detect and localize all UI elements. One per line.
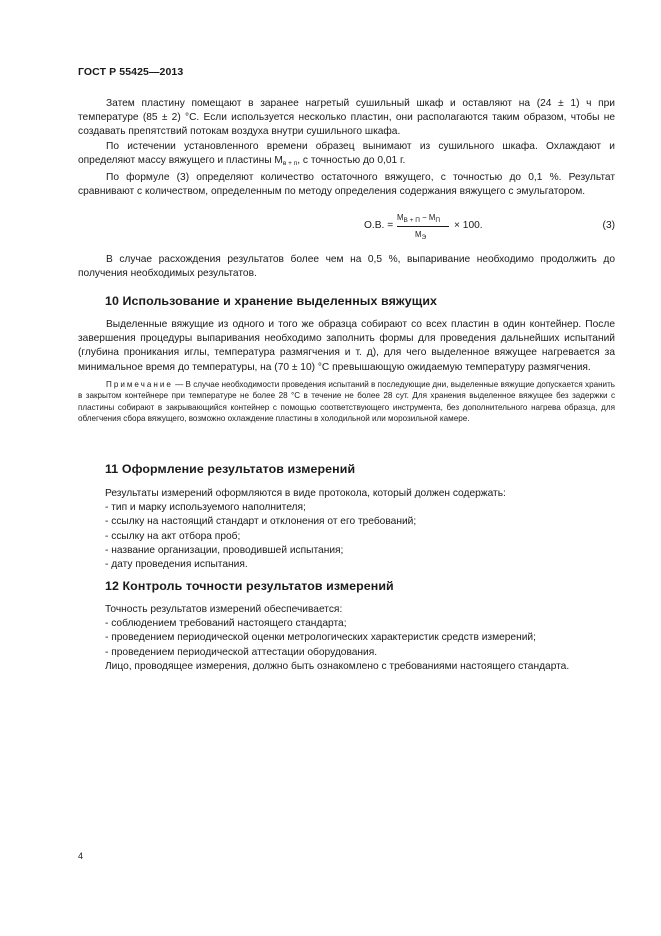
formula-multiplier: × 100. xyxy=(454,220,483,231)
paragraph-formula-ref: По формуле (3) определяют количество остаточного вяжущего, с точностью до 0,1 %. Результат сравнивают с количеством, определенным по методу определения содержания вяжущего с эмульгатором. xyxy=(78,172,615,198)
intro-paragraphs xyxy=(78,97,615,199)
paragraph-storage: Выделенные вяжущие из одного и того же образца собирают со всех пластин в один контейнер. После завершения процедуры выпаривания необходимо заполнить формы для проведения дальнейших испытаний (глубина проникания иглы, температура размягчения и т. д), для чего выделенное вяжущее нагревается за минимальное время до температуры, на (70 ± 10) °С превышающую ожидаемую температуру размягчения. xyxy=(78,319,615,373)
list-item: - соблюдением требований настоящего стандарта; xyxy=(105,618,347,630)
page-number: 4 xyxy=(78,851,84,861)
section-12-heading: 12 Контроль точности результатов измерений xyxy=(105,579,394,593)
mass-subscript: в + п xyxy=(282,159,298,167)
denominator-symbol: М xyxy=(415,230,422,239)
paragraph-discrepancy: В случае расхождения результатов более чем на 0,5 %, выпаривание необходимо продолжить до получения необходимых результатов. xyxy=(78,254,615,280)
list-item: - проведением периодической оценки метрологических характеристик средств измерений; xyxy=(105,632,536,644)
numerator-minus: − М xyxy=(422,213,436,222)
section-12-outro: Лицо, проводящее измерения, должно быть ознакомлено с требованиями настоящего стандарта. xyxy=(105,660,570,672)
section-12-body xyxy=(105,603,615,674)
formula-lhs: О.В. = xyxy=(364,220,394,231)
section-11-body xyxy=(105,487,615,572)
list-item: - название организации, проводившей испытания; xyxy=(105,544,344,556)
note-storage xyxy=(78,379,615,425)
list-item: - дату проведения испытания. xyxy=(105,559,248,571)
fraction-bar xyxy=(397,226,449,227)
list-item: - ссылку на настоящий стандарт и отклонения от его требований; xyxy=(105,516,417,528)
paragraph-weighing xyxy=(78,140,615,171)
document-header: ГОСТ Р 55425—2013 xyxy=(78,66,184,78)
note-text: — В случае необходимости проведения испытаний в последующие дни, выделенные вяжущие допускается хранить в закрытом контейнере при температуре не более 28 °С в течение не более 28 сут. Для хранения выделенное вяжущее без задержки с пластины собирают в закрывающийся контейнер с помощью соответствующего инструмента, без дополнительного нагрева образца, для облегчения сбора вяжущего, возможно охлаждение пластины в холодильной или морозильной камере. xyxy=(78,379,615,424)
formula-numerator xyxy=(397,213,440,224)
section-10-body xyxy=(78,318,615,424)
numerator-subscript-a: В + П xyxy=(403,217,420,224)
discrepancy-block xyxy=(78,253,615,281)
list-item: - ссылку на акт отбора проб; xyxy=(105,530,241,542)
section-12-intro: Точность результатов измерений обеспечивается: xyxy=(105,604,343,615)
paragraph-drying: Затем пластину помещают в заранее нагретый сушильный шкаф и оставляют на (24 ± 1) ч при температуре (85 ± 2) °С. Если используется несколько пластин, они располагаются таким образом, чтобы не создавать препятствий потокам воздуха внутри сушильного шкафа. xyxy=(78,98,615,138)
note-label: Примечание xyxy=(106,379,173,389)
section-11-heading: 11 Оформление результатов измерений xyxy=(105,462,356,476)
list-item: - тип и марку используемого наполнителя; xyxy=(105,502,306,514)
list-item: - проведением периодической аттестации оборудования. xyxy=(105,646,378,658)
section-11-intro: Результаты измерений оформляются в виде протокола, который должен содержать: xyxy=(105,488,506,499)
formula-3 xyxy=(78,210,615,244)
formula-number: (3) xyxy=(602,220,615,231)
formula-denominator xyxy=(415,230,426,241)
paragraph-weighing-text: По истечении установленного времени образец вынимают из сушильного шкафа. Охлаждают и определяют массу вяжущего и пластины М xyxy=(78,140,615,166)
paragraph-weighing-end: , с точностью до 0,01 г. xyxy=(297,154,406,166)
numerator-symbol-a: М xyxy=(397,213,404,222)
numerator-subscript-b: П xyxy=(435,217,440,224)
section-10-heading: 10 Использование и хранение выделенных вяжущих xyxy=(105,294,438,308)
denominator-subscript: Э xyxy=(421,234,427,241)
